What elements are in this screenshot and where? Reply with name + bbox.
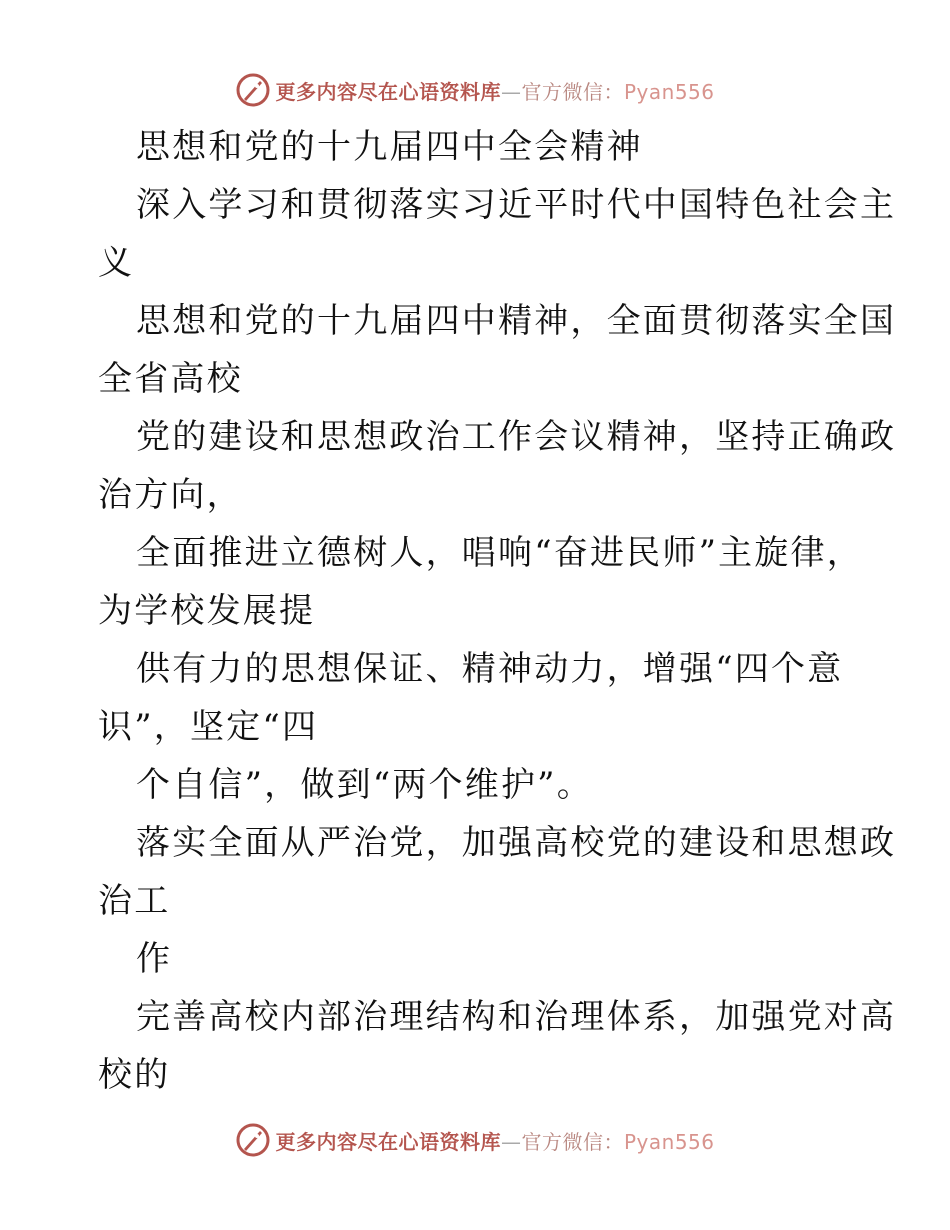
footer-watermark <box>0 1120 950 1160</box>
text-line: 全省高校 <box>98 359 243 399</box>
quill-logo-icon <box>235 72 271 108</box>
watermark-subtitle: 官方微信： <box>521 79 624 104</box>
header-watermark <box>0 70 950 110</box>
text-line: 思想和党的十九届四中全会精神 <box>136 127 643 167</box>
text-line: 深入学习和贯彻落实习近平时代中国特色社会主 <box>136 185 897 225</box>
watermark-text <box>275 1126 714 1155</box>
watermark-separator: — <box>500 1129 522 1154</box>
text-line: 为学校发展提 <box>98 591 316 631</box>
watermark-subtitle: 官方微信： <box>521 1129 624 1154</box>
watermark-id: Pyan556 <box>623 1129 715 1154</box>
text-line: 党的建设和思想政治工作会议精神，坚持正确政 <box>136 417 897 457</box>
text-line: 治工 <box>98 881 171 921</box>
document-body <box>98 118 897 1104</box>
watermark-separator: — <box>500 79 522 104</box>
text-line: 落实全面从严治党，加强高校党的建设和思想政 <box>136 823 897 863</box>
text-line: 全面推进立德树人，唱响“奋进民师”主旋律， <box>136 533 863 573</box>
watermark-brand: 更多内容尽在心语资料库 <box>275 1129 501 1154</box>
watermark-id: Pyan556 <box>623 79 715 104</box>
text-line: 义 <box>98 243 135 283</box>
text-line: 作 <box>136 939 173 979</box>
watermark-brand: 更多内容尽在心语资料库 <box>275 79 501 104</box>
text-line: 个自信”，做到“两个维护”。 <box>136 765 593 805</box>
quill-logo-icon <box>235 1122 271 1158</box>
text-line: 校的 <box>98 1055 171 1095</box>
watermark-text <box>275 76 714 105</box>
text-line: 治方向， <box>98 475 243 515</box>
text-line: 供有力的思想保证、精神动力，增强“四个意 <box>136 649 844 689</box>
text-line: 识”，坚定“四 <box>98 707 319 747</box>
text-line: 思想和党的十九届四中精神，全面贯彻落实全国 <box>136 301 897 341</box>
text-line: 完善高校内部治理结构和治理体系，加强党对高 <box>136 997 897 1037</box>
